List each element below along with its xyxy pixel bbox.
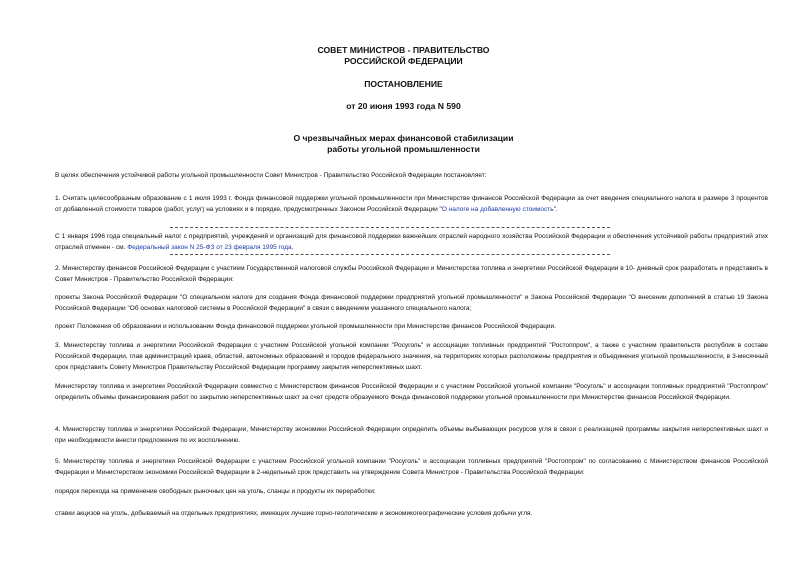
paragraph-4: 4. Министерству топлива и энергетики Российской Федерации, Министерству экономики Российской Федерации определить объемы выбывающих ресурсов угля в связи с реализацией программы закрытия неперспективных шахт и при необходимости внести предложения по их восполнению.	[55, 426, 768, 444]
paragraph-5-item-1: порядок перехода на применение свободных рыночных цен на уголь, сланцы и продукты их переработки;	[55, 488, 376, 495]
vat-law-link[interactable]: О налоге на добавленную стоимость	[441, 206, 554, 213]
paragraph-2-item-1: проекты Закона Российской Федерации "О специальном налоге для создания Фонда финансовой поддержки предприятий угольной промышленности" и Закона Российской Федерации "О внесении дополнений в статью 19 Закона Российской Федерации "Об основах налоговой системы в Российской Федерации" в связи с введением указанного специального налога;	[55, 294, 768, 312]
document-title-line-2: работы угольной промышленности	[327, 144, 480, 154]
note-divider-top	[170, 227, 610, 228]
paragraph-2: 2. Министерству финансов Российской Федерации с участием Государственной налоговой службы Российской Федерации и Министерства топлива и энергетики Российской Федерации в 10- дневный срок разработать и представить в Совет Министров - Правительство Российской Федерации:	[55, 265, 768, 283]
document-type: ПОСТАНОВЛЕНИЕ	[364, 79, 443, 89]
paragraph-1	[55, 193, 768, 215]
intro-paragraph	[55, 170, 768, 181]
document-date-number: от 20 июня 1993 года N 590	[346, 101, 461, 111]
paragraph-3: 3. Министерству топлива и энергетики Российской Федерации с участием Российской угольной компании "Росуголь" и ассоциации топливных предприятий "Ростоппром", а также с участием правительств республик в составе Российской Федерации, глав администраций краев, областей, автономных образований и городов федерального значения, на территориях которых расположены предприятия и объединения угольной промышленности, в 3-месячный срок представить Совету Министров Правительству Российской Федерации программу закрытия неперспективных шахт.	[55, 342, 768, 371]
intro-text: В целях обеспечения устойчивой работы угольной промышленности Совет Министров - Правительство Российской Федерации постановляет:	[55, 172, 487, 179]
document-title-line-1: О чрезвычайных мерах финансовой стабилизации	[293, 133, 514, 143]
issuer-line-2: РОССИЙСКОЙ ФЕДЕРАЦИИ	[344, 56, 463, 66]
paragraph-5: 5. Министерству топлива и энергетики Российской Федерации с участием Российской угольной компании "Росуголь" и ассоциации топливных предприятий "Ростоппром" по согласованию с Министерством финансов Российской Федерации и Министерством экономики Российской Федерации в 2-недельный срок представить на утверждение Совета Министров - Правительства Российской Федерации:	[55, 458, 768, 476]
note-tail: .	[291, 244, 294, 251]
paragraph-3-second: Министерству топлива и энергетики Российской Федерации совместно с Министерством финансов Российской Федерации и с участием Российской угольной компании "Росуголь" и ассоциации топливных предприятий "Ростоппром" определить объемы финансирования работ по закрытию неперспективных шахт за счет средств образуемого Фонда финансовой поддержки угольной промышленности при Министерстве финансов Российской Федерации.	[55, 383, 768, 401]
federal-law-link[interactable]: Федеральный закон N 25-ФЗ от 23 февраля 1995 года	[127, 244, 292, 251]
paragraph-5-item-2: ставки акцизов на уголь, добываемый на отдельных предприятиях, имеющих лучшие горно-геологические и экономикогеографические условия добычи угля.	[55, 510, 533, 517]
paragraph-1-text: 1. Считать целесообразным образование с 1 июля 1993 г. Фонда финансовой поддержки угольной промышленности при Министерстве финансов Российской Федерации за счет введения специального налога в размере 3 процентов от добавленной стоимости товаров (работ, услуг) на условиях и в порядке, предусмотренных Законом Российской Федерации "	[55, 195, 768, 213]
note-divider-bottom	[170, 254, 610, 255]
paragraph-2-item-2: проект Положения об образовании и использовании Фонда финансовой поддержки угольной промышленности при Министерстве финансов Российской Федерации.	[55, 323, 556, 330]
paragraph-1-tail: ".	[553, 206, 558, 213]
editorial-note	[55, 231, 768, 253]
issuer-line-1: СОВЕТ МИНИСТРОВ - ПРАВИТЕЛЬСТВО	[317, 45, 490, 55]
note-text: С 1 января 1996 года специальный налог с предприятий, учреждений и организаций для финансовой поддержки важнейших отраслей народного хозяйства Российской Федерации и обеспечения устойчивой работы предприятий этих отраслей отменен - см.	[55, 233, 768, 251]
